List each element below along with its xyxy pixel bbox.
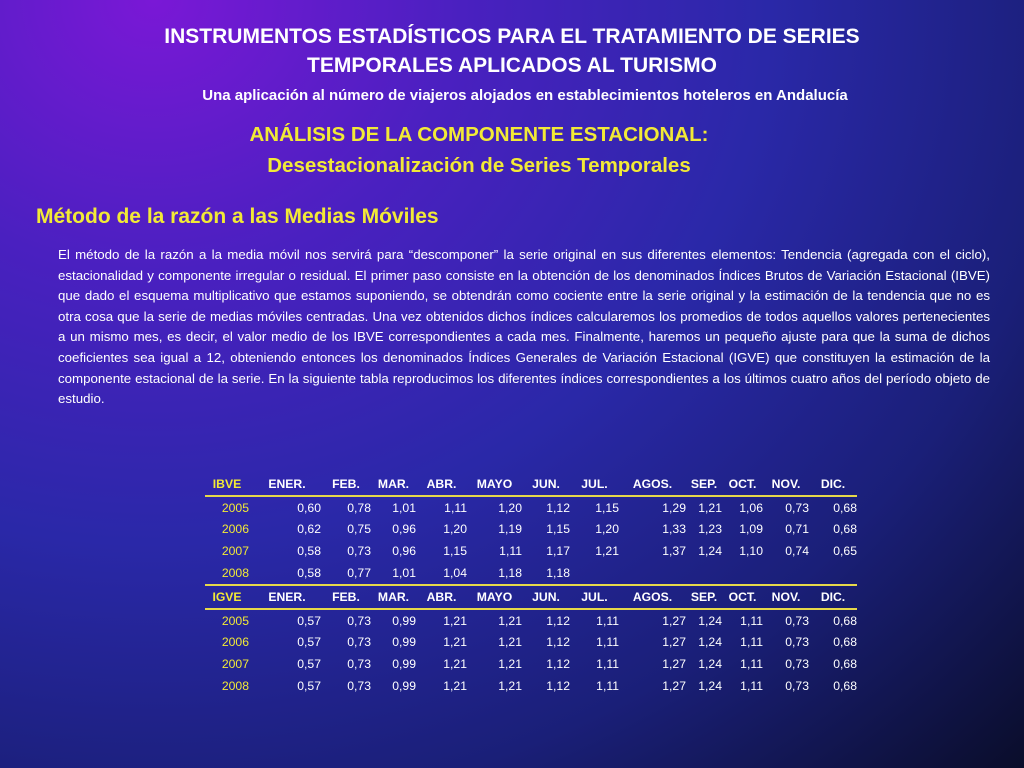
value-cell: 0,99: [392, 613, 416, 628]
value-cell: 1,27: [662, 657, 686, 672]
value-cell: 1,20: [595, 522, 619, 537]
value-cell: 1,01: [392, 500, 416, 515]
value-cell: 1,21: [498, 679, 522, 694]
year-cell: 2005: [221, 613, 249, 628]
column-header: NOV.: [763, 585, 809, 609]
value-cell: 0,99: [392, 635, 416, 650]
column-header: NOV.: [763, 473, 809, 496]
value-cell: 1,01: [371, 562, 416, 585]
column-header: JUN.: [522, 473, 570, 496]
value-cell: 0,68: [833, 500, 857, 515]
value-cell: [809, 562, 857, 585]
value-cell: 1,11: [444, 500, 467, 515]
section-line-2: Desestacionalización de Series Temporales: [267, 154, 691, 177]
column-header: OCT.: [722, 473, 763, 496]
value-cell: 0,73: [785, 679, 809, 694]
value-cell: 0,75: [347, 522, 371, 537]
value-cell: 0,73: [347, 657, 371, 672]
value-cell: 0,99: [392, 657, 416, 672]
value-cell: 1,18: [467, 562, 522, 585]
value-cell: 1,12: [546, 613, 570, 628]
value-cell: 0,62: [297, 522, 321, 537]
value-cell: 1,04: [416, 562, 467, 585]
value-cell: 0,73: [347, 613, 371, 628]
value-cell: 1,18: [522, 562, 570, 585]
table-row: [205, 653, 857, 675]
value-cell: 0,68: [833, 613, 857, 628]
ibve-table-header-row: [205, 473, 857, 496]
value-cell: 0,68: [833, 522, 857, 537]
value-cell: 1,20: [498, 500, 522, 515]
column-header: ABR.: [416, 473, 467, 496]
value-cell: 0,60: [297, 500, 321, 515]
year-cell: 2008: [221, 679, 249, 694]
slide-subtitle: Una aplicación al número de viajeros alojados en establecimientos hoteleros en Andalucía: [202, 87, 848, 104]
indices-table: [205, 473, 857, 697]
column-header: AGOS.: [619, 473, 686, 496]
igve-section: [205, 585, 857, 697]
column-header: MAYO: [467, 473, 522, 496]
column-header: ENER.: [253, 473, 321, 496]
column-header: MAYO: [467, 585, 522, 609]
value-cell: 1,27: [662, 635, 686, 650]
value-cell: 0,96: [392, 522, 416, 537]
value-cell: 0,73: [785, 657, 809, 672]
value-cell: 1,24: [698, 679, 722, 694]
value-cell: 0,74: [785, 544, 809, 559]
value-cell: 0,73: [347, 679, 371, 694]
value-cell: 0,57: [297, 613, 321, 628]
value-cell: [570, 562, 619, 585]
igve-table-label: IGVE: [205, 585, 253, 609]
table-row: [205, 562, 857, 585]
method-heading: Método de la razón a las Medias Móviles: [36, 205, 439, 228]
value-cell: 1,11: [740, 679, 763, 694]
value-cell: 0,65: [833, 544, 857, 559]
body-paragraph: El método de la razón a la media móvil nos servirá para “descomponer” la serie original en sus diferentes elementos: Tendencia (agregada con el ciclo), estacionalidad y componente irregular o residual. El primer paso consiste en la obtención de los denominados Índices Brutos de Variación Estacional (IBVE) que dado el esquema multiplicativo que estamos suponiendo, se obtendrán como cociente entre la serie original y la estimación de la tendencia que no es otra cosa que la serie de medias móviles centradas. Una vez obtenidos dichos índices calcularemos los promedios de todos aquellos valores pertenecientes a un mismo mes, es decir, el valor medio de los IBVE correspondientes a cada mes. Finalmente, haremos un pequeño ajuste para que la suma de dichos coeficientes sea igual a 12, obteniendo entonces los denominados Índices Generales de Variación Estacional (IGVE) que constituyen la estimación de la componente estacional de la serie. En la siguiente tabla reproducimos los diferentes índices correspondientes a los últimos cuatro años del período objeto de estudio.: [58, 247, 990, 407]
value-cell: 1,21: [443, 679, 467, 694]
value-cell: 1,11: [740, 635, 763, 650]
value-cell: 0,73: [785, 635, 809, 650]
value-cell: 1,11: [499, 544, 522, 559]
value-cell: 0,57: [297, 657, 321, 672]
column-header: OCT.: [722, 585, 763, 609]
table-row: [205, 632, 857, 654]
column-header: FEB.: [321, 585, 371, 609]
column-header: MAR.: [371, 473, 416, 496]
value-cell: 1,11: [740, 613, 763, 628]
slide-title: [0, 22, 1024, 80]
column-header: JUL.: [570, 585, 619, 609]
value-cell: 1,24: [698, 544, 722, 559]
value-cell: [619, 562, 686, 585]
title-line-1: INSTRUMENTOS ESTADÍSTICOS PARA EL TRATAMIENTO DE SERIES: [164, 25, 860, 48]
value-cell: 1,12: [546, 635, 570, 650]
value-cell: 1,11: [596, 679, 619, 694]
value-cell: 0,71: [785, 522, 809, 537]
year-cell: 2008: [205, 562, 253, 585]
value-cell: 0,73: [785, 500, 809, 515]
value-cell: 1,21: [443, 613, 467, 628]
column-header: DIC.: [809, 473, 857, 496]
column-header: SEP.: [686, 585, 722, 609]
value-cell: [763, 562, 809, 585]
value-cell: 1,09: [739, 522, 763, 537]
column-header: AGOS.: [619, 585, 686, 609]
value-cell: 1,17: [546, 544, 570, 559]
value-cell: 1,21: [698, 500, 722, 515]
ibve-section: [205, 473, 857, 585]
value-cell: 0,58: [253, 562, 321, 585]
value-cell: 0,68: [833, 679, 857, 694]
value-cell: 0,68: [833, 635, 857, 650]
value-cell: 0,73: [347, 635, 371, 650]
value-cell: 0,57: [297, 679, 321, 694]
value-cell: 0,96: [392, 544, 416, 559]
value-cell: 1,12: [546, 657, 570, 672]
value-cell: 1,11: [596, 613, 619, 628]
value-cell: 1,20: [443, 522, 467, 537]
column-header: FEB.: [321, 473, 371, 496]
ibve-table-label: IBVE: [205, 473, 253, 496]
table-row: [205, 609, 857, 632]
year-cell: 2006: [221, 635, 249, 650]
value-cell: 1,21: [443, 635, 467, 650]
value-cell: 1,06: [739, 500, 763, 515]
value-cell: 1,11: [596, 635, 619, 650]
value-cell: 1,15: [595, 500, 619, 515]
section-heading: [0, 119, 958, 181]
value-cell: 1,15: [546, 522, 570, 537]
value-cell: 0,73: [785, 613, 809, 628]
value-cell: 1,23: [698, 522, 722, 537]
value-cell: 1,21: [498, 635, 522, 650]
year-cell: 2006: [221, 522, 249, 537]
igve-table-header-row: [205, 585, 857, 609]
value-cell: 1,10: [739, 544, 763, 559]
value-cell: 1,21: [443, 657, 467, 672]
year-cell: 2007: [221, 657, 249, 672]
column-header: DIC.: [809, 585, 857, 609]
value-cell: 1,37: [662, 544, 686, 559]
column-header: JUN.: [522, 585, 570, 609]
value-cell: [686, 562, 722, 585]
value-cell: 1,11: [596, 657, 619, 672]
value-cell: 1,24: [698, 635, 722, 650]
column-header: ENER.: [253, 585, 321, 609]
column-header: SEP.: [686, 473, 722, 496]
table-row: [205, 519, 857, 541]
value-cell: 0,99: [392, 679, 416, 694]
value-cell: 1,24: [698, 657, 722, 672]
value-cell: 1,27: [662, 679, 686, 694]
value-cell: 1,24: [698, 613, 722, 628]
title-line-2: TEMPORALES APLICADOS AL TURISMO: [307, 54, 717, 77]
value-cell: 1,21: [498, 613, 522, 628]
value-cell: 1,15: [443, 544, 467, 559]
value-cell: 1,12: [546, 500, 570, 515]
value-cell: 0,73: [347, 544, 371, 559]
table-row: [205, 675, 857, 697]
value-cell: 0,77: [321, 562, 371, 585]
value-cell: [722, 562, 763, 585]
table-row: [205, 496, 857, 519]
value-cell: 0,57: [297, 635, 321, 650]
section-line-1: ANÁLISIS DE LA COMPONENTE ESTACIONAL:: [249, 123, 709, 146]
value-cell: 1,27: [662, 613, 686, 628]
value-cell: 1,21: [498, 657, 522, 672]
value-cell: 1,29: [662, 500, 686, 515]
value-cell: 0,78: [347, 500, 371, 515]
column-header: MAR.: [371, 585, 416, 609]
value-cell: 1,33: [662, 522, 686, 537]
table-row: [205, 540, 857, 562]
year-cell: 2005: [221, 500, 249, 515]
year-cell: 2007: [221, 544, 249, 559]
value-cell: 1,11: [740, 657, 763, 672]
value-cell: 1,19: [498, 522, 522, 537]
column-header: ABR.: [416, 585, 467, 609]
value-cell: 0,68: [833, 657, 857, 672]
column-header: JUL.: [570, 473, 619, 496]
value-cell: 1,12: [546, 679, 570, 694]
value-cell: 0,58: [297, 544, 321, 559]
value-cell: 1,21: [595, 544, 619, 559]
